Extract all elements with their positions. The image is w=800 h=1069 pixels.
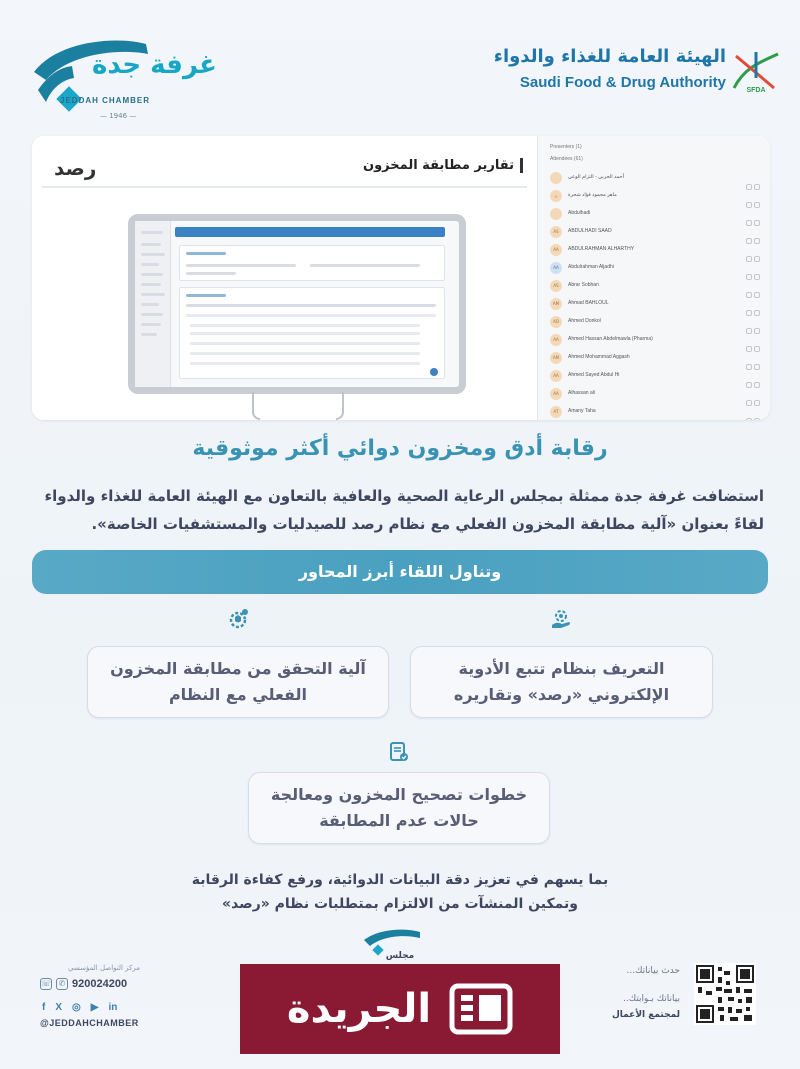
attendee-avatar xyxy=(550,208,562,220)
attendee-avatar: AM xyxy=(550,298,562,310)
mic-video-icons xyxy=(744,301,762,307)
sfda-english-name: Saudi Food & Drug Authority xyxy=(519,74,726,91)
mic-video-icons xyxy=(744,283,762,289)
attendee-name: Ahmed Hassan Abdelmawla (Pharma) xyxy=(568,336,653,342)
attendee-row xyxy=(546,350,766,366)
attendee-name: أحمد الحربي - التزام الوعي xyxy=(568,174,624,180)
topics-header: وتناول اللقاء أبرز المحاور xyxy=(32,550,768,594)
intro-paragraph xyxy=(40,482,764,538)
attendee-row xyxy=(546,386,766,402)
attendee-row xyxy=(546,404,766,420)
council-logo-text: مجلس xyxy=(385,951,415,961)
topic-card-verification xyxy=(87,646,389,718)
attendee-row xyxy=(546,314,766,330)
social-handle[interactable]: @JEDDAHCHAMBER xyxy=(40,1018,139,1028)
newspaper-icon xyxy=(449,983,513,1035)
portal-line: بياناتك بـوابتك.. xyxy=(623,994,680,1004)
attendee-avatar: AS xyxy=(550,280,562,292)
attendee-avatar: AT xyxy=(550,406,562,418)
closing-line: وتمكين المنشآت من الالتزام بمتطلبات نظام «رصد» xyxy=(222,896,578,912)
intro-line: استضافت غرفة جدة ممثلة بمجلس الرعاية الصحية والعافية بالتعاون مع الهيئة العامة للغذاء والدواء xyxy=(44,487,764,505)
jeddah-chamber-year: — 1946 — xyxy=(100,112,137,120)
attendees-label: Attendees (61) xyxy=(550,156,583,162)
youtube-icon[interactable]: ▶ xyxy=(90,1002,99,1013)
attendee-name: Ahmad BAHLOUL xyxy=(568,300,609,306)
mic-video-icons xyxy=(744,193,762,199)
attendee-row xyxy=(546,188,766,204)
mic-video-icons xyxy=(744,373,762,379)
qr-code[interactable] xyxy=(694,963,756,1025)
attendee-name: Ahmed Mohammad Aggash xyxy=(568,354,630,360)
sfda-arabic-name: الهيئة العامة للغذاء والدواء xyxy=(493,46,726,67)
attendee-row xyxy=(546,368,766,384)
attendee-row xyxy=(546,296,766,312)
whatsapp-icon: ✆ xyxy=(56,978,68,990)
phone-icon: ☏ xyxy=(41,979,52,988)
linkedin-icon[interactable]: in xyxy=(108,1002,118,1013)
sfda-badge-text: SFDA xyxy=(746,87,766,94)
intro-line: لقاءً بعنوان «آلية مطابقة المخزون الفعلي مع نظام رصد للصيدليات والمستشفيات الخاصة». xyxy=(91,515,764,533)
help-dot-icon xyxy=(430,368,438,376)
attendee-row xyxy=(546,278,766,294)
attendee-name: Abdulhadi xyxy=(568,210,591,216)
closing-line: بما يسهم في تعزيز دقة البيانات الدوائية، ورفع كفاءة الرقابة xyxy=(191,872,609,888)
attendee-avatar: AA xyxy=(550,388,562,400)
presentation-slide xyxy=(32,136,537,420)
attendee-name: Alhassan ali xyxy=(568,390,595,396)
attendee-avatar: ن xyxy=(550,190,562,202)
contact-label: مركز التواصل المؤسسي xyxy=(68,964,140,972)
council-logo xyxy=(340,926,460,966)
monitor-illustration xyxy=(128,214,466,394)
attendee-avatar: AA xyxy=(550,244,562,256)
phone-number[interactable]: 920024200 xyxy=(72,978,128,990)
mic-video-icons xyxy=(744,211,762,217)
attendee-row xyxy=(546,224,766,240)
attendee-row xyxy=(546,206,766,222)
attendee-avatar: AD xyxy=(550,316,562,328)
mic-video-icons xyxy=(744,175,762,181)
instagram-icon[interactable]: ◎ xyxy=(72,1002,81,1013)
attendee-row xyxy=(546,332,766,348)
attendee-avatar: AM xyxy=(550,352,562,364)
newspaper-watermark xyxy=(240,964,560,1054)
attendee-name: Abrar Sobhan xyxy=(568,282,599,288)
attendee-avatar: AS xyxy=(550,226,562,238)
attendee-name: ماهر محمود فؤاد شحرة xyxy=(568,192,617,198)
meeting-screenshot xyxy=(32,136,770,420)
sfda-emblem-icon xyxy=(730,48,782,94)
mic-video-icons xyxy=(744,247,762,253)
x-icon[interactable]: X xyxy=(55,1002,63,1013)
closing-paragraph xyxy=(60,868,740,916)
shield-gear-icon xyxy=(226,607,250,631)
mic-video-icons xyxy=(744,337,762,343)
results-table xyxy=(179,287,445,379)
hand-gear-icon xyxy=(549,607,573,631)
community-line: لمجتمع الأعمال xyxy=(611,1010,680,1020)
jeddah-chamber-english: JEDDAH CHAMBER xyxy=(60,96,151,105)
attendee-avatar: AA xyxy=(550,262,562,274)
jeddah-chamber-arabic: غرفة جدة xyxy=(92,50,217,80)
app-topbar xyxy=(175,227,445,237)
attendee-row xyxy=(546,260,766,276)
topic-text: خطوات تصحيح المخزون ومعالجة حالات عدم المطابقة xyxy=(270,785,528,830)
attendee-name: ABDULRAHMAN ALHARTHY xyxy=(568,246,635,252)
document-check-icon xyxy=(387,740,411,764)
headline: رقابة أدق ومخزون دوائي أكثر موثوقية xyxy=(192,436,608,461)
attendee-avatar xyxy=(550,172,562,184)
slide-header xyxy=(42,148,527,188)
mic-video-icons xyxy=(744,319,762,325)
update-data-text: حدث بياناتك... xyxy=(626,966,680,976)
attendee-avatar: AA xyxy=(550,334,562,346)
app-sidebar xyxy=(135,221,171,387)
attendee-name: Amany Taha xyxy=(568,408,596,414)
topic-text: آلية التحقق من مطابقة المخزون الفعلي مع النظام xyxy=(110,659,366,704)
facebook-icon[interactable]: f xyxy=(42,1002,46,1013)
filter-card xyxy=(179,245,445,281)
mic-video-icons xyxy=(744,355,762,361)
topic-card-rasd-intro xyxy=(410,646,713,718)
attendee-name: Abdulrahman Aljadhi xyxy=(568,264,614,270)
attendee-name: Ahmed Sayed Abdul Hi xyxy=(568,372,620,378)
phone-row xyxy=(40,976,127,992)
attendee-row xyxy=(546,170,766,186)
watermark-text: الجريدة xyxy=(286,986,432,1032)
attendee-name: Ahmed Donkol xyxy=(568,318,601,324)
attendee-panel xyxy=(537,136,770,420)
attendee-name: ABDULHADI SAAD xyxy=(568,228,612,234)
topic-card-correction xyxy=(248,772,550,844)
social-links xyxy=(42,1002,117,1013)
attendee-avatar: AA xyxy=(550,370,562,382)
mic-video-icons xyxy=(744,391,762,397)
mic-video-icons xyxy=(744,229,762,235)
mic-video-icons xyxy=(744,409,762,415)
mic-video-icons xyxy=(744,265,762,271)
rasd-logo: رصد xyxy=(54,156,97,180)
slide-title: تقارير مطابقة المخزون xyxy=(363,158,523,173)
presenters-label: Presenters (1) xyxy=(550,144,582,150)
attendee-row xyxy=(546,242,766,258)
topic-text: التعريف بنظام تتبع الأدوية الإلكتروني «رصد» وتقاريره xyxy=(453,659,670,704)
